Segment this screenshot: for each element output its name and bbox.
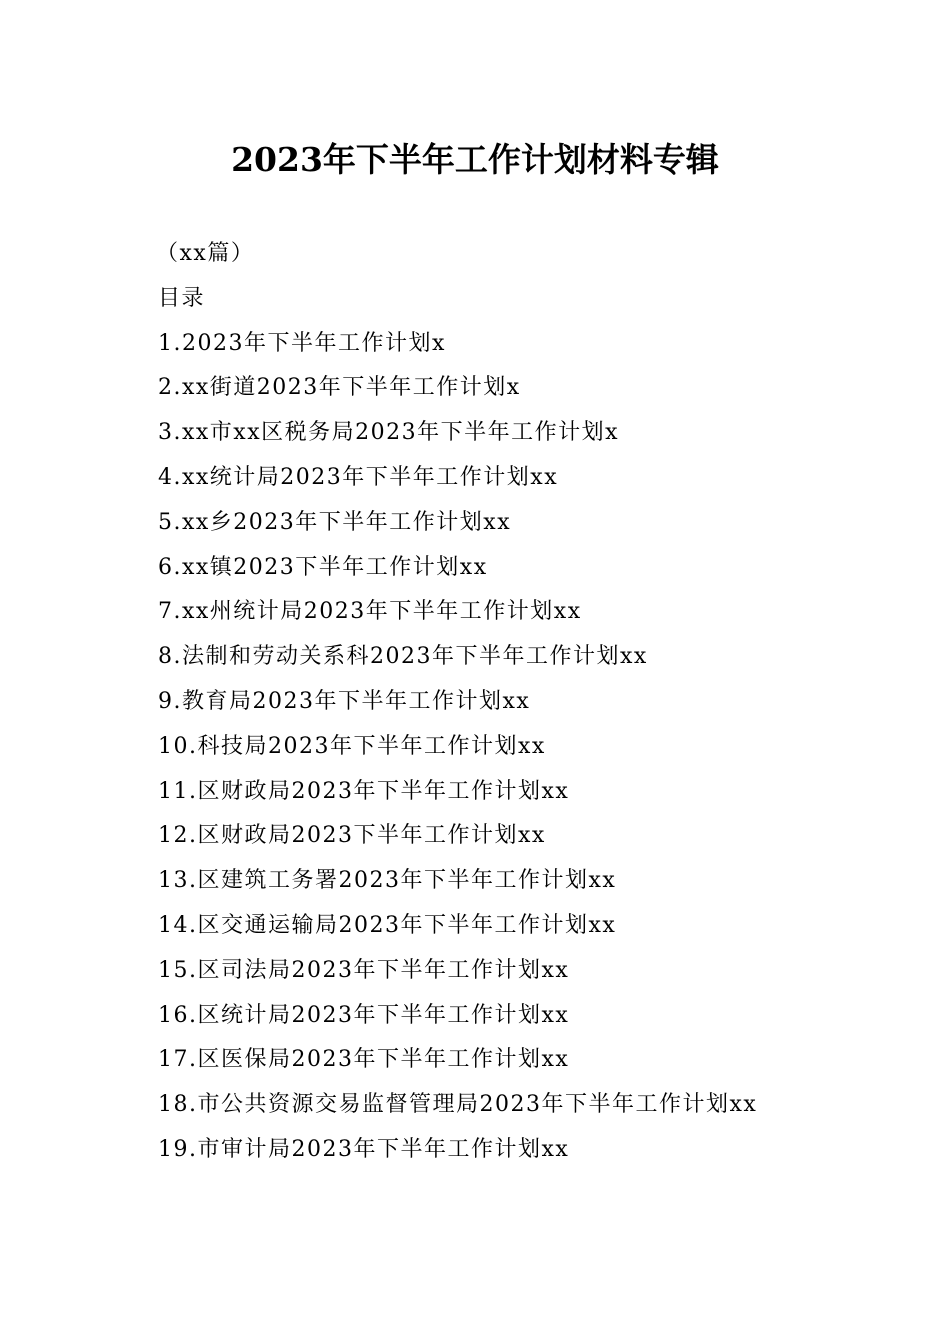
toc-item[interactable]: 13.区建筑工务署2023年下半年工作计划xx xyxy=(158,868,617,894)
toc-item[interactable]: 5.xx乡2023年下半年工作计划xx xyxy=(158,509,512,535)
document-title: 2023年下半年工作计划材料专辑 xyxy=(231,140,719,179)
toc-item[interactable]: 17.区医保局2023年下半年工作计划xx xyxy=(158,1047,570,1073)
toc-item[interactable]: 9.教育局2023年下半年工作计划xx xyxy=(158,688,531,714)
toc-item[interactable]: 3.xx市xx区税务局2023年下半年工作计划x xyxy=(158,420,620,446)
toc-item[interactable]: 19.市审计局2023年下半年工作计划xx xyxy=(158,1136,570,1162)
toc-item[interactable]: 6.xx镇2023下半年工作计划xx xyxy=(158,554,488,580)
toc-item[interactable]: 16.区统计局2023年下半年工作计划xx xyxy=(158,1002,570,1028)
toc-item[interactable]: 2.xx街道2023年下半年工作计划x xyxy=(158,375,521,401)
toc-item[interactable]: 10.科技局2023年下半年工作计划xx xyxy=(158,733,546,759)
article-count-note: （xx篇） xyxy=(156,241,255,266)
toc-item[interactable]: 14.区交通运输局2023年下半年工作计划xx xyxy=(158,912,617,938)
toc-item[interactable]: 12.区财政局2023下半年工作计划xx xyxy=(158,823,546,849)
document-body xyxy=(158,232,858,1173)
toc-item[interactable]: 4.xx统计局2023年下半年工作计划xx xyxy=(158,464,559,490)
toc-list xyxy=(158,322,858,1173)
toc-item[interactable]: 18.市公共资源交易监督管理局2023年下半年工作计划xx xyxy=(158,1092,758,1118)
toc-item[interactable]: 11.区财政局2023年下半年工作计划xx xyxy=(158,778,570,804)
toc-heading: 目录 xyxy=(158,285,206,311)
toc-item[interactable]: 8.法制和劳动关系科2023年下半年工作计划xx xyxy=(158,644,648,670)
toc-item[interactable]: 7.xx州统计局2023年下半年工作计划xx xyxy=(158,599,582,625)
toc-item[interactable]: 1.2023年下半年工作计划x xyxy=(158,330,446,356)
toc-item[interactable]: 15.区司法局2023年下半年工作计划xx xyxy=(158,957,570,983)
